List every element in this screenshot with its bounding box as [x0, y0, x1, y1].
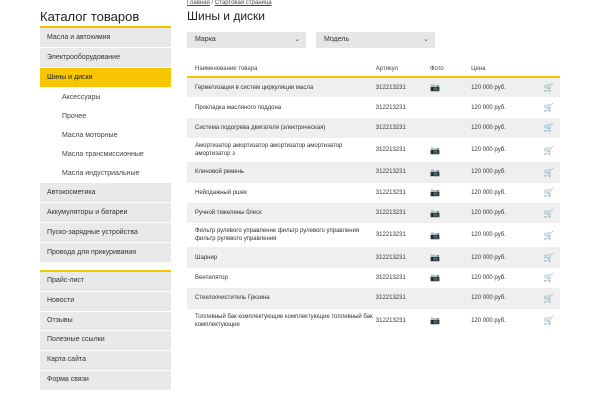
sidebar-item-car-cosmetics[interactable]: Автокосметика — [40, 183, 171, 203]
table-row[interactable] — [187, 162, 560, 182]
link-useful-links[interactable]: Полезные ссылки — [40, 331, 171, 351]
breadcrumb-current[interactable]: Стартовая страница — [214, 0, 272, 6]
camera-icon[interactable]: 📷 — [429, 316, 440, 326]
product-article: 312213231 — [375, 232, 406, 239]
product-price: 120 000 руб. — [471, 189, 506, 196]
product-article: 312213231 — [375, 317, 406, 324]
photo-cell — [430, 203, 471, 223]
product-price: 120 000 руб. — [471, 210, 506, 217]
cart-cell — [537, 309, 560, 333]
product-name[interactable]: Топливный бак комплектующие комплектующие топливный бак комплектующие — [195, 313, 373, 328]
column-header-name[interactable]: Наименование товара — [187, 62, 376, 77]
table-row[interactable] — [187, 138, 560, 162]
sidebar-item-electrical[interactable]: Электрооборудование — [40, 48, 171, 68]
cart-cell — [537, 223, 560, 247]
product-article: 312213231 — [375, 189, 406, 196]
link-contact-form[interactable]: Форма связи — [40, 371, 171, 391]
model-select[interactable] — [316, 32, 435, 48]
product-name[interactable]: Ручной тяжелины блеск — [195, 210, 262, 217]
camera-icon[interactable]: 📷 — [429, 188, 440, 198]
product-price: 120 000 руб. — [471, 317, 506, 324]
photo-cell — [430, 183, 471, 203]
table-row[interactable] — [187, 183, 560, 203]
table-row[interactable] — [187, 77, 560, 97]
table-header-row — [187, 62, 560, 77]
camera-icon[interactable]: 📷 — [429, 83, 440, 93]
subcategory-other[interactable]: Прочее — [62, 113, 87, 120]
cart-cell — [537, 138, 560, 162]
photo-cell — [430, 223, 471, 247]
cart-icon[interactable]: 🛒 — [543, 103, 554, 113]
subcategory-accessories[interactable]: Аксессуары — [62, 94, 101, 101]
table-row[interactable] — [187, 309, 560, 333]
camera-icon[interactable]: 📷 — [429, 208, 440, 218]
product-article: 312213231 — [375, 274, 406, 281]
products-table — [187, 62, 560, 333]
link-reviews[interactable]: Отзывы — [40, 312, 171, 332]
camera-icon[interactable]: 📷 — [429, 273, 440, 283]
sidebar-item-oils-chemistry[interactable]: Масла и автохимия — [40, 28, 171, 48]
category-list — [40, 26, 171, 263]
cart-icon[interactable]: 🛒 — [543, 123, 554, 133]
link-sitemap[interactable]: Карта сайта — [40, 351, 171, 371]
sidebar-item-batteries[interactable]: Аккумуляторы и батареи — [40, 203, 171, 223]
table-row[interactable] — [187, 288, 560, 308]
sidebar-title: Каталог товаров — [40, 9, 140, 24]
product-price: 120 000 руб. — [471, 104, 506, 111]
sidebar-item-tires-wheels[interactable]: Шины и диски — [40, 68, 171, 88]
cart-cell — [537, 203, 560, 223]
cart-cell — [537, 118, 560, 138]
product-article: 312213231 — [375, 169, 406, 176]
product-article: 312213231 — [375, 210, 406, 217]
main-content — [187, 0, 560, 328]
product-name[interactable]: Нейодажный ршек — [195, 189, 247, 196]
product-name[interactable]: Амортизатор амортизатор амортизатор амортизатор амортизатор з — [195, 143, 343, 158]
product-name[interactable]: Вентилятор — [195, 274, 228, 281]
table-row[interactable] — [187, 223, 560, 247]
chevron-down-icon: ⌄ — [423, 36, 429, 43]
cart-icon[interactable]: 🛒 — [543, 316, 554, 326]
cart-icon[interactable]: 🛒 — [543, 293, 554, 303]
cart-icon[interactable]: 🛒 — [543, 83, 554, 93]
camera-icon[interactable]: 📷 — [429, 253, 440, 263]
camera-icon[interactable]: 📷 — [429, 145, 440, 155]
product-article: 312213231 — [375, 104, 406, 111]
photo-cell — [430, 97, 471, 117]
subcategory-industrial-oils[interactable]: Масла индустриальные — [62, 170, 140, 177]
product-name[interactable]: Прокладка масляного поддона — [195, 104, 282, 111]
filters — [187, 32, 560, 52]
catalog-sidebar — [40, 0, 171, 391]
column-header-cart — [537, 62, 560, 77]
product-price: 120 000 руб. — [471, 169, 506, 176]
breadcrumb-separator: / — [211, 0, 214, 6]
photo-cell — [430, 162, 471, 182]
product-article: 312213231 — [375, 254, 406, 261]
product-price: 120 000 руб. — [471, 274, 506, 281]
sidebar-item-jumper-cables[interactable]: Провода для прикуривания — [40, 243, 171, 263]
table-row[interactable] — [187, 97, 560, 117]
photo-cell — [430, 268, 471, 288]
photo-cell — [430, 77, 471, 97]
product-name[interactable]: Шарнир — [195, 254, 218, 261]
cart-icon[interactable]: 🛒 — [543, 167, 554, 177]
product-price: 120 000 руб. — [471, 147, 506, 154]
link-price-list[interactable]: Прайс-лист — [40, 272, 171, 292]
page-title: Шины и диски — [187, 9, 265, 23]
camera-icon[interactable]: 📷 — [429, 230, 440, 240]
product-name[interactable]: Стеклоочиститель Гркзина — [195, 295, 270, 302]
cart-icon[interactable]: 🛒 — [543, 188, 554, 198]
table-row[interactable] — [187, 247, 560, 267]
subcategory-motor-oils[interactable]: Масла моторные — [62, 132, 118, 139]
product-price: 120 000 руб. — [471, 254, 506, 261]
product-article: 312213231 — [375, 84, 406, 91]
camera-icon[interactable]: 📷 — [429, 167, 440, 177]
product-name[interactable]: Клиновой ремень — [195, 169, 245, 176]
cart-icon[interactable]: 🛒 — [543, 253, 554, 263]
cart-cell — [537, 247, 560, 267]
cart-cell — [537, 288, 560, 308]
link-news[interactable]: Новости — [40, 292, 171, 312]
product-price: 120 000 руб. — [471, 232, 506, 239]
photo-cell — [430, 288, 471, 308]
product-name[interactable]: Фильтр рулевого управление фильтр рулевого управления фильтр рулевого управления — [195, 228, 360, 243]
photo-cell — [430, 309, 471, 333]
photo-cell — [430, 247, 471, 267]
cart-icon[interactable]: 🛒 — [543, 208, 554, 218]
cart-cell — [537, 97, 560, 117]
info-links — [40, 270, 171, 391]
table-row[interactable] — [187, 203, 560, 223]
product-price: 120 000 руб. — [471, 84, 506, 91]
product-article: 312213231 — [375, 124, 406, 131]
cart-icon[interactable]: 🛒 — [543, 145, 554, 155]
column-header-price[interactable]: Цена — [471, 62, 537, 77]
product-name[interactable]: Система подогрева двигателя (электрическая) — [195, 124, 326, 131]
photo-cell — [430, 138, 471, 162]
product-article: 312213231 — [375, 295, 406, 302]
product-article: 312213231 — [375, 147, 406, 154]
subcategory-list — [40, 88, 171, 183]
cart-icon[interactable]: 🛒 — [543, 230, 554, 240]
column-header-article[interactable]: Артикул — [376, 62, 430, 77]
cart-cell — [537, 162, 560, 182]
model-select-value: Модель — [324, 36, 350, 43]
column-header-photo: Фото — [430, 62, 471, 77]
brand-select[interactable] — [187, 32, 306, 48]
product-price: 120 000 руб. — [471, 295, 506, 302]
subcategory-transmission-oils[interactable]: Масла трансмиссионные — [62, 151, 144, 158]
cart-icon[interactable]: 🛒 — [543, 273, 554, 283]
cart-cell — [537, 268, 560, 288]
brand-select-value: Марка — [195, 36, 216, 43]
cart-cell — [537, 77, 560, 97]
table-row[interactable] — [187, 118, 560, 138]
cart-cell — [537, 183, 560, 203]
table-row[interactable] — [187, 268, 560, 288]
product-price: 120 000 руб. — [471, 124, 506, 131]
breadcrumb-home[interactable]: Главная — [187, 0, 210, 6]
sidebar-item-chargers[interactable]: Пуско-зарядные устройства — [40, 223, 171, 243]
product-name[interactable]: Герметизация в систем циркуляции масла — [195, 84, 314, 91]
chevron-down-icon: ⌄ — [294, 36, 300, 43]
photo-cell — [430, 118, 471, 138]
